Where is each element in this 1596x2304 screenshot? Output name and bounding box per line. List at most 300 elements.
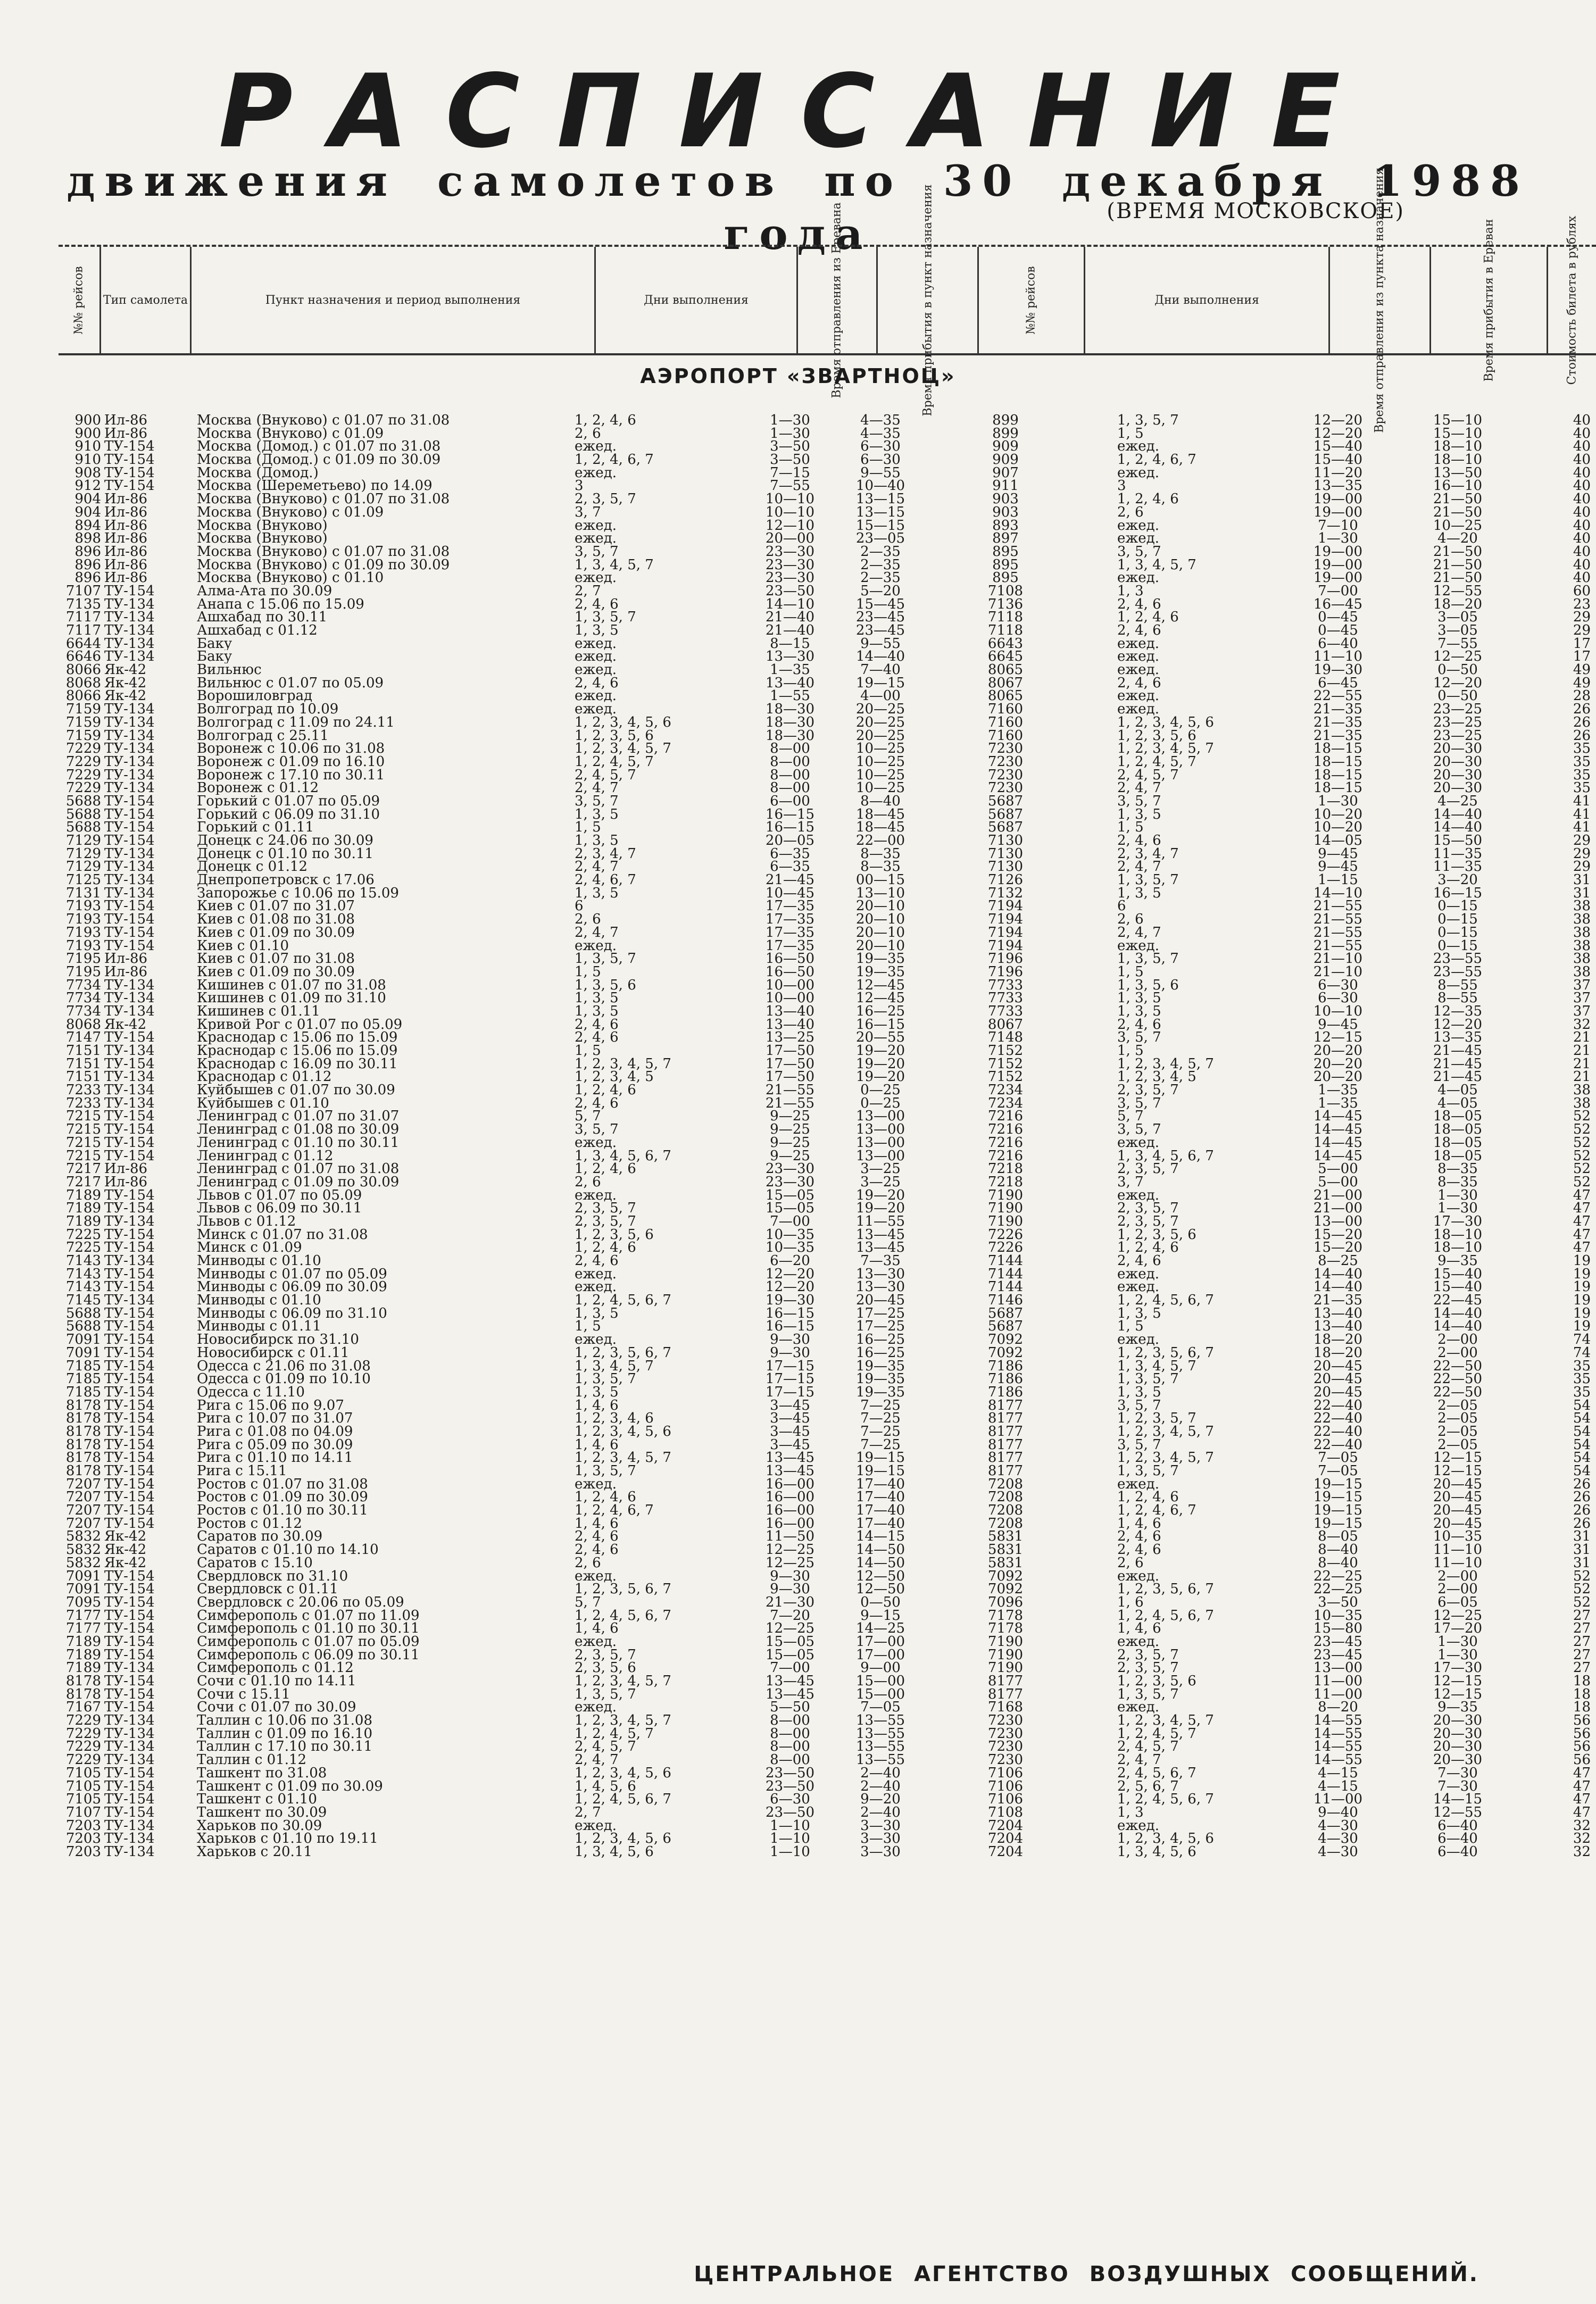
cell-days: 1, 3, 5 bbox=[575, 1004, 619, 1018]
cell-departure: 10—00 bbox=[765, 992, 815, 1005]
cell-aircraft: Ил-86 bbox=[104, 1175, 148, 1189]
cell-fare: 19 bbox=[1573, 1254, 1591, 1268]
table-row bbox=[0, 716, 1596, 729]
cell-fare: 18 bbox=[1573, 1687, 1591, 1701]
cell-arrival: 6—30 bbox=[860, 453, 901, 467]
cell-return-arrival: 22—50 bbox=[1433, 1385, 1483, 1399]
cell-flight-no: 896 bbox=[74, 558, 101, 572]
cell-return-arrival: 18—05 bbox=[1433, 1110, 1483, 1124]
cell-fare: 31 bbox=[1573, 886, 1591, 900]
cell-destination: Ленинград с 01.09 по 30.09 bbox=[197, 1175, 400, 1189]
cell-fare: 32 bbox=[1573, 1845, 1591, 1859]
cell-return-flight-no: 7106 bbox=[987, 1793, 1024, 1806]
cell-days: 1, 4, 6 bbox=[575, 1399, 619, 1412]
cell-days: 3, 5, 7 bbox=[575, 1123, 619, 1136]
cell-fare: 54 bbox=[1573, 1465, 1591, 1478]
cell-fare: 37 bbox=[1573, 992, 1591, 1005]
cell-return-flight-no: 7092 bbox=[987, 1346, 1024, 1360]
cell-return-days: 1, 4, 6 bbox=[1117, 1622, 1161, 1635]
cell-return-departure: 19—00 bbox=[1313, 505, 1363, 519]
cell-departure: 17—15 bbox=[765, 1359, 815, 1373]
cell-destination: Минводы с 01.10 bbox=[197, 1254, 321, 1268]
cell-arrival: 20—25 bbox=[855, 703, 905, 716]
cell-departure: 23—30 bbox=[765, 1175, 815, 1189]
table-row bbox=[0, 1596, 1596, 1609]
cell-aircraft: Ил-86 bbox=[104, 571, 148, 585]
cell-departure: 1—30 bbox=[770, 427, 810, 440]
cell-arrival: 20—10 bbox=[855, 913, 905, 926]
cell-return-flight-no: 7190 bbox=[987, 1661, 1024, 1675]
cell-return-departure: 19—00 bbox=[1313, 493, 1363, 506]
cell-departure: 16—00 bbox=[765, 1477, 815, 1491]
cell-flight-no: 7151 bbox=[65, 1057, 101, 1071]
cell-return-arrival: 6—05 bbox=[1437, 1595, 1478, 1609]
cell-fare: 54 bbox=[1573, 1438, 1591, 1452]
cell-arrival: 19—20 bbox=[855, 1070, 905, 1084]
cell-return-departure: 21—55 bbox=[1313, 913, 1363, 926]
cell-destination: Саратов с 15.10 bbox=[197, 1556, 313, 1570]
cell-return-flight-no: 903 bbox=[992, 493, 1019, 506]
cell-days: 5, 7 bbox=[575, 1595, 601, 1609]
cell-departure: 12—20 bbox=[765, 1267, 815, 1281]
cell-flight-no: 7193 bbox=[65, 913, 101, 926]
cell-return-arrival: 8—35 bbox=[1437, 1162, 1478, 1176]
cell-departure: 23—50 bbox=[765, 1766, 815, 1780]
cell-destination: Москва (Внуково) с 01.09 bbox=[197, 505, 384, 519]
cell-aircraft: ТУ-154 bbox=[104, 834, 155, 847]
cell-return-arrival: 17—20 bbox=[1433, 1622, 1483, 1635]
cell-return-days: ежед. bbox=[1117, 637, 1159, 651]
col-flight-no: №№ рейсов bbox=[59, 247, 101, 353]
cell-aircraft: ТУ-154 bbox=[104, 1687, 155, 1701]
cell-return-departure: 15—20 bbox=[1313, 1228, 1363, 1242]
cell-days: 6 bbox=[575, 900, 584, 913]
cell-flight-no: 7734 bbox=[65, 1004, 101, 1018]
cell-destination: Ленинград с 01.12 bbox=[197, 1149, 334, 1163]
cell-return-flight-no: 8067 bbox=[987, 676, 1024, 690]
cell-return-days: 1, 3, 4, 5, 7 bbox=[1117, 1359, 1196, 1373]
cell-return-departure: 18—15 bbox=[1313, 755, 1363, 769]
cell-days: 2, 4, 7 bbox=[575, 781, 619, 795]
cell-return-flight-no: 893 bbox=[992, 519, 1019, 533]
cell-fare: 47 bbox=[1573, 1793, 1591, 1806]
cell-return-flight-no: 7190 bbox=[987, 1215, 1024, 1228]
cell-return-arrival: 12—55 bbox=[1433, 1806, 1483, 1819]
table-row bbox=[0, 1767, 1596, 1780]
cell-fare: 74 bbox=[1573, 1333, 1591, 1346]
cell-return-days: 1, 3, 5, 7 bbox=[1117, 414, 1179, 427]
cell-return-days: 1, 2, 3, 4, 5, 7 bbox=[1117, 1057, 1214, 1071]
table-row bbox=[0, 1307, 1596, 1320]
cell-return-flight-no: 7196 bbox=[987, 952, 1024, 966]
cell-departure: 7—15 bbox=[770, 466, 810, 480]
table-row bbox=[0, 1268, 1596, 1281]
cell-flight-no: 7159 bbox=[65, 703, 101, 716]
cell-flight-no: 5832 bbox=[65, 1543, 101, 1557]
cell-return-flight-no: 7186 bbox=[987, 1359, 1024, 1373]
cell-arrival: 13—55 bbox=[855, 1753, 905, 1767]
cell-aircraft: ТУ-154 bbox=[104, 1123, 155, 1136]
cell-return-arrival: 18—05 bbox=[1433, 1136, 1483, 1150]
cell-destination: Краснодар с 16.09 по 30.11 bbox=[197, 1057, 398, 1071]
cell-return-departure: 19—15 bbox=[1313, 1477, 1363, 1491]
cell-return-departure: 15—80 bbox=[1313, 1622, 1363, 1635]
cell-fare: 27 bbox=[1573, 1648, 1591, 1662]
col-destination: Пункт назначения и период выполнения bbox=[192, 247, 596, 353]
cell-return-days: ежед. bbox=[1117, 1136, 1159, 1150]
cell-flight-no: 7189 bbox=[65, 1188, 101, 1202]
cell-return-flight-no: 7092 bbox=[987, 1333, 1024, 1346]
cell-arrival: 19—20 bbox=[855, 1188, 905, 1202]
cell-days: 1, 2, 3, 4, 5, 6 bbox=[575, 1766, 671, 1780]
cell-arrival: 17—00 bbox=[855, 1635, 905, 1649]
cell-return-arrival: 1—30 bbox=[1437, 1635, 1478, 1649]
cell-return-departure: 20—20 bbox=[1313, 1070, 1363, 1084]
cell-departure: 16—15 bbox=[765, 1307, 815, 1320]
cell-return-days: 1, 3, 5, 7 bbox=[1117, 1687, 1179, 1701]
cell-return-days: 1, 3, 5, 7 bbox=[1117, 1373, 1179, 1386]
cell-return-flight-no: 7196 bbox=[987, 965, 1024, 979]
cell-aircraft: ТУ-154 bbox=[104, 1307, 155, 1320]
cell-destination: Воронеж с 01.09 по 16.10 bbox=[197, 755, 385, 769]
cell-destination: Симферополь с 01.10 по 30.11 bbox=[197, 1622, 420, 1635]
cell-aircraft: ТУ-134 bbox=[104, 716, 155, 729]
table-row bbox=[0, 966, 1596, 979]
cell-return-departure: 19—15 bbox=[1313, 1504, 1363, 1517]
cell-return-departure: 18—20 bbox=[1313, 1333, 1363, 1346]
cell-departure: 17—50 bbox=[765, 1070, 815, 1084]
cell-departure: 16—00 bbox=[765, 1491, 815, 1504]
cell-fare: 29 bbox=[1573, 611, 1591, 625]
cell-return-departure: 21—35 bbox=[1313, 716, 1363, 729]
cell-aircraft: ТУ-134 bbox=[104, 1819, 155, 1833]
table-row bbox=[0, 1714, 1596, 1727]
cell-departure: 12—25 bbox=[765, 1622, 815, 1635]
cell-destination: Днепропетровск с 17.06 bbox=[197, 874, 375, 887]
table-row bbox=[0, 611, 1596, 624]
cell-flight-no: 7225 bbox=[65, 1228, 101, 1242]
cell-destination: Киев с 01.09 по 30.09 bbox=[197, 965, 355, 979]
cell-return-arrival: 18—05 bbox=[1433, 1149, 1483, 1163]
cell-days: 1, 2, 3, 4, 5, 6 bbox=[575, 1425, 671, 1438]
cell-return-days: 1, 2, 3, 4, 5 bbox=[1117, 1070, 1196, 1084]
cell-arrival: 19—35 bbox=[855, 965, 905, 979]
cell-return-arrival: 10—25 bbox=[1433, 519, 1483, 533]
cell-return-flight-no: 7733 bbox=[987, 978, 1024, 992]
cell-return-arrival: 20—30 bbox=[1433, 1753, 1483, 1767]
cell-departure: 3—45 bbox=[770, 1425, 810, 1438]
cell-return-departure: 9—40 bbox=[1318, 1806, 1358, 1819]
cell-days: 1, 3, 4, 5, 7 bbox=[575, 558, 654, 572]
cell-return-days: 2, 4, 5, 7 bbox=[1117, 768, 1179, 782]
cell-return-days: 3, 7 bbox=[1117, 1175, 1144, 1189]
cell-arrival: 17—40 bbox=[855, 1504, 905, 1517]
cell-departure: 16—50 bbox=[765, 952, 815, 966]
cell-return-days: 3 bbox=[1117, 479, 1126, 493]
table-row bbox=[0, 1753, 1596, 1767]
cell-flight-no: 7215 bbox=[65, 1123, 101, 1136]
cell-return-flight-no: 8065 bbox=[987, 663, 1024, 677]
cell-return-departure: 18—15 bbox=[1313, 742, 1363, 755]
cell-return-arrival: 8—55 bbox=[1437, 978, 1478, 992]
table-row bbox=[0, 1294, 1596, 1307]
cell-return-arrival: 15—40 bbox=[1433, 1267, 1483, 1281]
cell-aircraft: ТУ-154 bbox=[104, 440, 155, 454]
cell-return-departure: 1—15 bbox=[1318, 874, 1358, 887]
cell-return-departure: 8—40 bbox=[1318, 1543, 1358, 1557]
cell-return-flight-no: 911 bbox=[992, 479, 1019, 493]
cell-return-days: ежед. bbox=[1117, 663, 1159, 677]
table-row bbox=[0, 1622, 1596, 1635]
cell-destination: Москва (Внуково) с 01.10 bbox=[197, 571, 384, 585]
cell-fare: 37 bbox=[1573, 978, 1591, 992]
cell-fare: 49 bbox=[1573, 663, 1591, 677]
cell-days: 1, 3, 5 bbox=[575, 992, 619, 1005]
cell-arrival: 13—00 bbox=[855, 1123, 905, 1136]
cell-days: 2, 4, 6 bbox=[575, 676, 619, 690]
cell-return-departure: 4—30 bbox=[1318, 1819, 1358, 1833]
cell-days: 2, 4, 7 bbox=[575, 926, 619, 939]
cell-flight-no: 7117 bbox=[65, 624, 101, 637]
cell-flight-no: 7167 bbox=[65, 1701, 101, 1715]
cell-fare: 56 bbox=[1573, 1714, 1591, 1727]
cell-return-departure: 13—00 bbox=[1313, 1661, 1363, 1675]
footer-agency: ЦЕНТРАЛЬНОЕ АГЕНТСТВО ВОЗДУШНЫХ СООБЩЕНИЙ. bbox=[694, 2262, 1479, 2286]
cell-arrival: 13—00 bbox=[855, 1136, 905, 1150]
cell-return-flight-no: 7204 bbox=[987, 1819, 1024, 1833]
cell-fare: 26 bbox=[1573, 716, 1591, 729]
cell-return-flight-no: 7230 bbox=[987, 1753, 1024, 1767]
cell-aircraft: Як-42 bbox=[104, 1530, 147, 1544]
cell-aircraft: ТУ-154 bbox=[104, 1188, 155, 1202]
cell-aircraft: ТУ-154 bbox=[104, 1609, 155, 1623]
cell-return-arrival: 17—30 bbox=[1433, 1215, 1483, 1228]
cell-return-arrival: 9—35 bbox=[1437, 1701, 1478, 1715]
cell-departure: 21—40 bbox=[765, 624, 815, 637]
cell-days: 2, 4, 6 bbox=[575, 1031, 619, 1045]
table-row bbox=[0, 689, 1596, 703]
cell-aircraft: ТУ-154 bbox=[104, 1333, 155, 1346]
cell-flight-no: 7143 bbox=[65, 1254, 101, 1268]
cell-return-arrival: 20—30 bbox=[1433, 781, 1483, 795]
cell-aircraft: ТУ-134 bbox=[104, 1753, 155, 1767]
cell-return-days: 1, 2, 3, 4, 5, 6 bbox=[1117, 716, 1214, 729]
cell-return-arrival: 22—50 bbox=[1433, 1359, 1483, 1373]
cell-departure: 9—25 bbox=[770, 1136, 810, 1150]
cell-destination: Таллин с 01.09 по 16.10 bbox=[197, 1727, 373, 1741]
cell-destination: Львов с 06.09 по 30.11 bbox=[197, 1202, 362, 1215]
cell-departure: 17—50 bbox=[765, 1057, 815, 1071]
cell-fare: 38 bbox=[1573, 1096, 1591, 1110]
cell-flight-no: 8066 bbox=[65, 663, 101, 677]
cell-fare: 32 bbox=[1573, 1819, 1591, 1833]
cell-aircraft: ТУ-154 bbox=[104, 1136, 155, 1150]
cell-destination: Ташкент с 01.09 по 30.09 bbox=[197, 1779, 383, 1793]
cell-aircraft: ТУ-134 bbox=[104, 703, 155, 716]
cell-departure: 17—15 bbox=[765, 1385, 815, 1399]
cell-destination: Ташкент по 31.08 bbox=[197, 1766, 327, 1780]
cell-return-arrival: 18—10 bbox=[1433, 440, 1483, 454]
cell-departure: 17—35 bbox=[765, 900, 815, 913]
cell-return-departure: 19—30 bbox=[1313, 663, 1363, 677]
page-subtitle: движения самолетов по 30 декабря 1988 года bbox=[66, 156, 1530, 259]
cell-destination: Москва (Внуково) с 01.09 bbox=[197, 427, 384, 440]
cell-arrival: 20—45 bbox=[855, 1294, 905, 1307]
cell-days: 1, 2, 3, 4, 5, 6 bbox=[575, 716, 671, 729]
table-row bbox=[0, 1517, 1596, 1531]
cell-days: 3, 7 bbox=[575, 505, 601, 519]
cell-return-days: 2, 3, 5, 7 bbox=[1117, 1202, 1179, 1215]
cell-days: ежед. bbox=[575, 1635, 617, 1649]
cell-return-flight-no: 895 bbox=[992, 545, 1019, 559]
cell-destination: Москва (Внуково) с 01.07 по 31.08 bbox=[197, 493, 450, 506]
cell-return-departure: 22—25 bbox=[1313, 1569, 1363, 1583]
cell-fare: 35 bbox=[1573, 781, 1591, 795]
cell-return-arrival: 4—20 bbox=[1437, 532, 1478, 545]
cell-fare: 52 bbox=[1573, 1136, 1591, 1150]
cell-destination: Одесса с 11.10 bbox=[197, 1385, 305, 1399]
cell-aircraft: ТУ-154 bbox=[104, 466, 155, 480]
cell-return-flight-no: 897 bbox=[992, 532, 1019, 545]
cell-arrival: 9—15 bbox=[860, 1609, 901, 1623]
cell-arrival: 17—40 bbox=[855, 1491, 905, 1504]
table-row bbox=[0, 1478, 1596, 1491]
cell-aircraft: ТУ-154 bbox=[104, 1517, 155, 1531]
cell-fare: 38 bbox=[1573, 900, 1591, 913]
cell-departure: 18—30 bbox=[765, 729, 815, 743]
cell-flight-no: 896 bbox=[74, 571, 101, 585]
cell-return-days: 1, 3, 4, 5, 6, 7 bbox=[1117, 1149, 1214, 1163]
table-row bbox=[0, 677, 1596, 690]
cell-return-departure: 10—20 bbox=[1313, 808, 1363, 821]
table-row bbox=[0, 952, 1596, 966]
cell-arrival: 19—15 bbox=[855, 1451, 905, 1465]
cell-days: 2, 6 bbox=[575, 1556, 601, 1570]
cell-return-days: 1, 2, 3, 4, 5, 7 bbox=[1117, 1425, 1214, 1438]
cell-fare: 47 bbox=[1573, 1766, 1591, 1780]
cell-flight-no: 7225 bbox=[65, 1241, 101, 1255]
cell-aircraft: ТУ-154 bbox=[104, 1779, 155, 1793]
cell-departure: 8—00 bbox=[770, 1753, 810, 1767]
cell-aircraft: ТУ-134 bbox=[104, 650, 155, 664]
cell-destination: Рига с 15.06 по 9.07 bbox=[197, 1399, 344, 1412]
cell-return-flight-no: 899 bbox=[992, 414, 1019, 427]
cell-days: 1, 3, 5 bbox=[575, 1307, 619, 1320]
cell-aircraft: ТУ-134 bbox=[104, 768, 155, 782]
cell-destination: Харьков по 30.09 bbox=[197, 1819, 322, 1833]
cell-departure: 18—30 bbox=[765, 716, 815, 729]
cell-days: 1, 3, 4, 5, 6, 7 bbox=[575, 1149, 671, 1163]
cell-aircraft: ТУ-134 bbox=[104, 781, 155, 795]
table-row bbox=[0, 453, 1596, 467]
cell-destination: Ашхабад с 01.12 bbox=[197, 624, 318, 637]
table-row bbox=[0, 1438, 1596, 1452]
cell-aircraft: Як-42 bbox=[104, 1018, 147, 1032]
cell-aircraft: ТУ-154 bbox=[104, 1583, 155, 1596]
cell-flight-no: 7215 bbox=[65, 1149, 101, 1163]
cell-return-flight-no: 5687 bbox=[987, 794, 1024, 808]
table-row bbox=[0, 1425, 1596, 1438]
cell-flight-no: 7143 bbox=[65, 1280, 101, 1294]
cell-flight-no: 7105 bbox=[65, 1793, 101, 1806]
cell-destination: Минводы с 06.09 по 31.10 bbox=[197, 1307, 387, 1320]
cell-return-departure: 11—00 bbox=[1313, 1687, 1363, 1701]
cell-arrival: 13—55 bbox=[855, 1727, 905, 1741]
cell-return-days: 2, 3, 5, 7 bbox=[1117, 1648, 1179, 1662]
cell-arrival: 17—25 bbox=[855, 1320, 905, 1334]
cell-return-days: ежед. bbox=[1117, 703, 1159, 716]
cell-return-departure: 13—00 bbox=[1313, 1215, 1363, 1228]
cell-return-flight-no: 7092 bbox=[987, 1583, 1024, 1596]
cell-return-arrival: 8—35 bbox=[1437, 1175, 1478, 1189]
cell-arrival: 7—25 bbox=[860, 1438, 901, 1452]
cell-return-days: 3, 5, 7 bbox=[1117, 1123, 1161, 1136]
cell-return-departure: 6—45 bbox=[1318, 676, 1358, 690]
cell-aircraft: ТУ-154 bbox=[104, 1806, 155, 1819]
cell-return-arrival: 14—40 bbox=[1433, 821, 1483, 835]
cell-aircraft: ТУ-154 bbox=[104, 1110, 155, 1124]
cell-aircraft: ТУ-134 bbox=[104, 1661, 155, 1675]
cell-return-departure: 19—00 bbox=[1313, 571, 1363, 585]
cell-fare: 40 bbox=[1573, 453, 1591, 467]
cell-destination: Минводы с 06.09 по 30.09 bbox=[197, 1280, 387, 1294]
cell-flight-no: 7177 bbox=[65, 1609, 101, 1623]
cell-aircraft: ТУ-154 bbox=[104, 1477, 155, 1491]
cell-aircraft: ТУ-154 bbox=[104, 1149, 155, 1163]
cell-departure: 13—45 bbox=[765, 1465, 815, 1478]
cell-departure: 13—40 bbox=[765, 1018, 815, 1032]
cell-return-departure: 19—15 bbox=[1313, 1517, 1363, 1531]
cell-return-days: ежед. bbox=[1117, 571, 1159, 585]
cell-days: 2, 4, 6 bbox=[575, 1096, 619, 1110]
cell-departure: 8—15 bbox=[770, 637, 810, 651]
cell-return-flight-no: 7108 bbox=[987, 1806, 1024, 1819]
cell-days: 3 bbox=[575, 479, 584, 493]
cell-days: 2, 4, 7 bbox=[575, 1753, 619, 1767]
cell-flight-no: 7207 bbox=[65, 1477, 101, 1491]
cell-flight-no: 7129 bbox=[65, 860, 101, 874]
cell-return-flight-no: 7168 bbox=[987, 1701, 1024, 1715]
cell-departure: 16—00 bbox=[765, 1517, 815, 1531]
cell-flight-no: 7189 bbox=[65, 1661, 101, 1675]
cell-aircraft: ТУ-134 bbox=[104, 1727, 155, 1741]
cell-days: ежед. bbox=[575, 1333, 617, 1346]
cell-return-days: 1, 3, 5 bbox=[1117, 1004, 1161, 1018]
cell-flight-no: 7233 bbox=[65, 1096, 101, 1110]
cell-destination: Баку bbox=[197, 637, 232, 651]
cell-days: 2, 6 bbox=[575, 427, 601, 440]
cell-return-departure: 22—40 bbox=[1313, 1425, 1363, 1438]
cell-fare: 40 bbox=[1573, 427, 1591, 440]
cell-days: 1, 2, 4, 6 bbox=[575, 1241, 636, 1255]
col-return-departure: Время отправления из пункта назначения bbox=[1330, 247, 1431, 353]
cell-destination: Ростов с 01.09 по 30.09 bbox=[197, 1491, 368, 1504]
cell-return-departure: 8—20 bbox=[1318, 1701, 1358, 1715]
cell-arrival: 5—20 bbox=[860, 584, 901, 598]
cell-flight-no: 7207 bbox=[65, 1491, 101, 1504]
cell-return-days: 1, 3, 5, 7 bbox=[1117, 952, 1179, 966]
cell-departure: 12—10 bbox=[765, 519, 815, 533]
cell-arrival: 20—10 bbox=[855, 939, 905, 953]
cell-flight-no: 7177 bbox=[65, 1622, 101, 1635]
cell-return-departure: 22—40 bbox=[1313, 1412, 1363, 1425]
cell-return-flight-no: 5687 bbox=[987, 1307, 1024, 1320]
cell-fare: 17 bbox=[1573, 650, 1591, 664]
cell-return-arrival: 11—10 bbox=[1433, 1543, 1483, 1557]
cell-return-departure: 18—20 bbox=[1313, 1346, 1363, 1360]
cell-return-days: ежед. bbox=[1117, 1635, 1159, 1649]
cell-return-flight-no: 895 bbox=[992, 571, 1019, 585]
